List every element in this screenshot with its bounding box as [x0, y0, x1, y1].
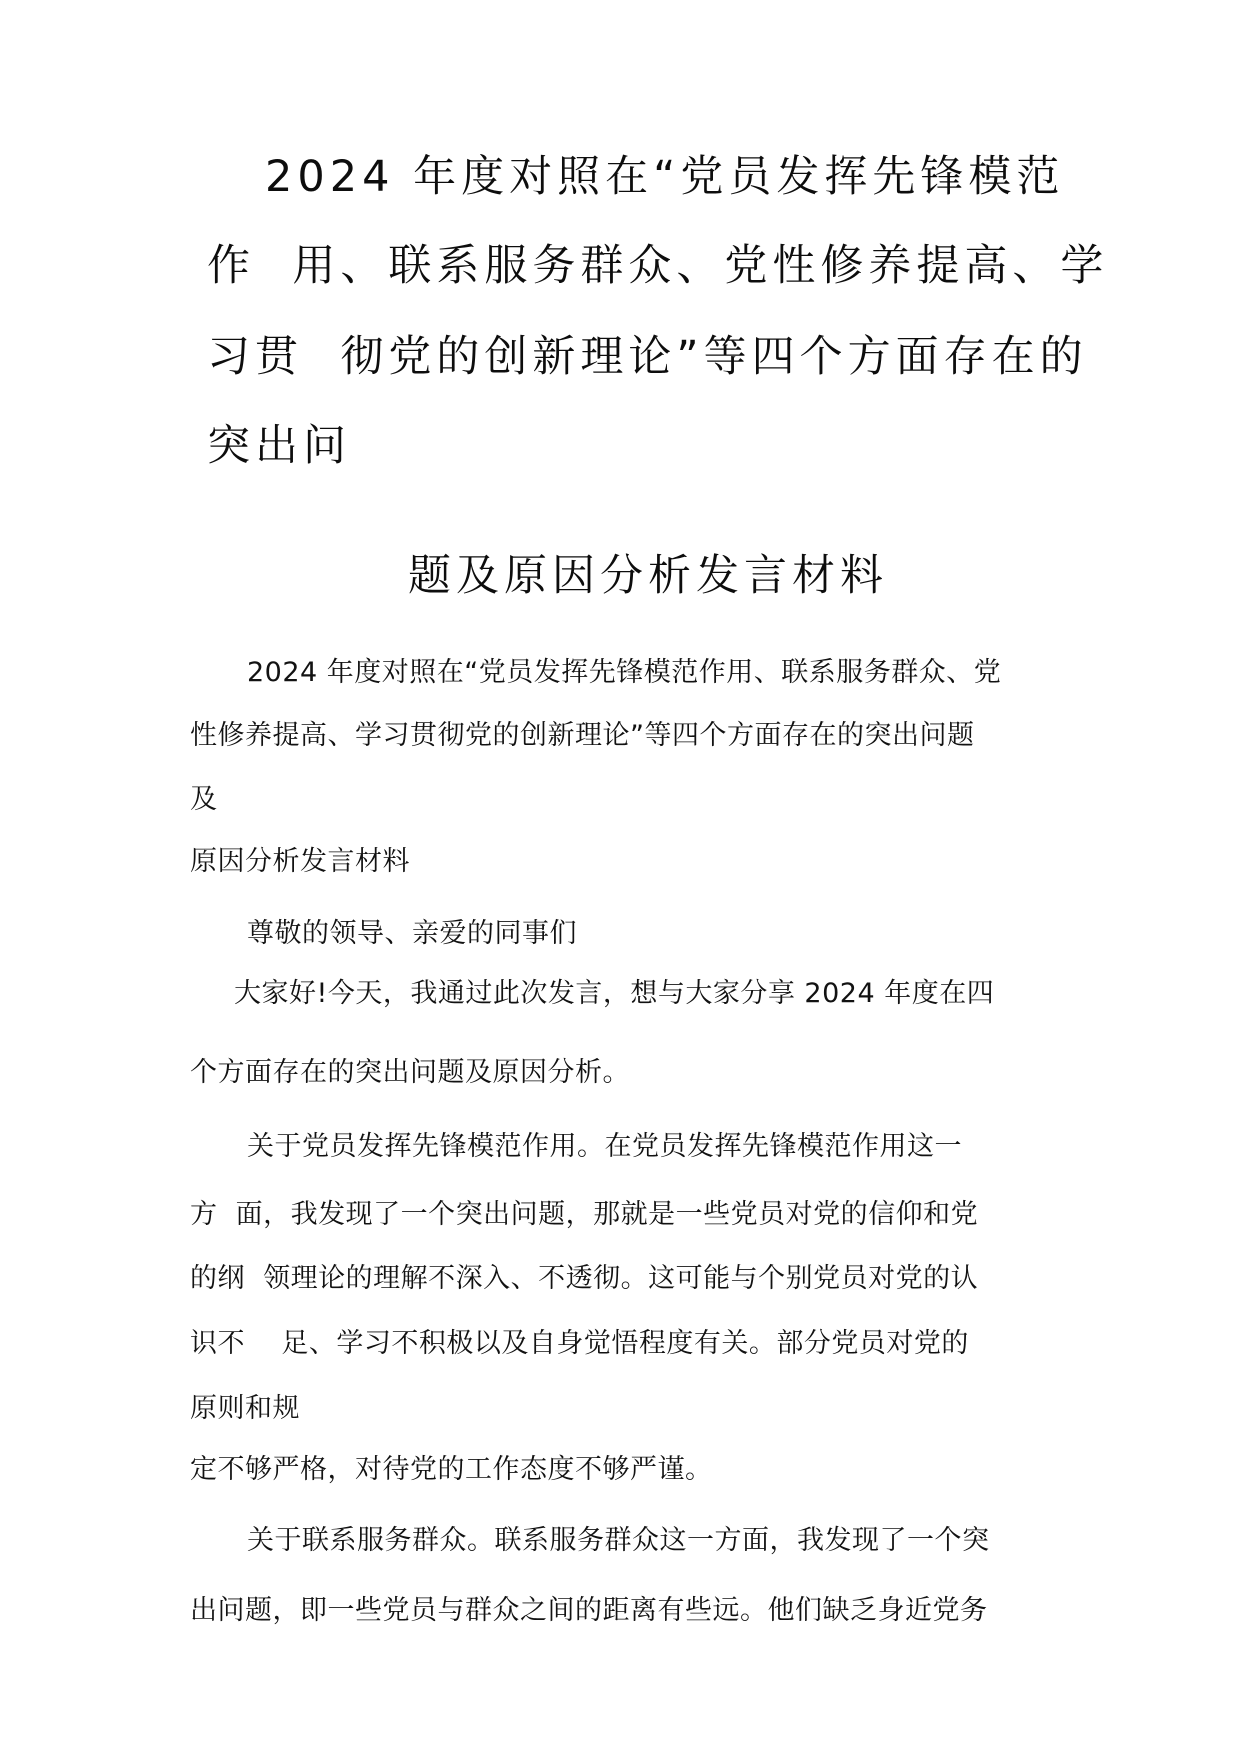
body-line-9: 方 面，我发现了一个突出问题，那就是一些党员对党的信仰和党 [190, 1199, 979, 1230]
body-line-1: 2024 年度对照在“党员发挥先锋模范作用、联系服务群众、党 [247, 657, 1002, 688]
body-line-12: 原则和规 [190, 1393, 300, 1424]
body-line-6: 大家好!今天，我通过此次发言，想与大家分享 2024 年度在四 [234, 978, 995, 1009]
body-line-4: 原因分析发言材料 [190, 846, 410, 877]
title-line-3: 习贯 彻党的创新理论”等四个方面存在的 [207, 332, 1088, 382]
title-line-1: 2024 年度对照在“党员发挥先锋模范 [265, 152, 1065, 202]
salutation: 尊敬的领导、亲爱的同事们 [247, 918, 577, 949]
body-line-15: 出问题，即一些党员与群众之间的距离有些远。他们缺乏身近党务 [190, 1595, 988, 1626]
title-line-2: 作 用、联系服务群众、党性修养提高、学 [207, 241, 1109, 291]
body-line-2: 性修养提高、学习贯彻党的创新理论”等四个方面存在的突出问题 [190, 720, 975, 751]
body-line-11: 识不 足、学习不积极以及自身觉悟程度有关。部分党员对党的 [190, 1328, 969, 1359]
title-line-5: 题及原因分析发言材料 [408, 551, 888, 601]
title-line-4: 突出问 [207, 421, 351, 471]
body-line-8: 关于党员发挥先锋模范作用。在党员发挥先锋模范作用这一 [247, 1131, 962, 1162]
body-line-13: 定不够严格，对待党的工作态度不够严谨。 [190, 1454, 713, 1485]
body-line-14: 关于联系服务群众。联系服务群众这一方面，我发现了一个突 [247, 1525, 990, 1556]
body-line-10: 的纲 领理论的理解不深入、不透彻。这可能与个别党员对党的认 [190, 1263, 979, 1294]
body-line-7: 个方面存在的突出问题及原因分析。 [190, 1057, 630, 1088]
body-line-3: 及 [190, 784, 218, 815]
